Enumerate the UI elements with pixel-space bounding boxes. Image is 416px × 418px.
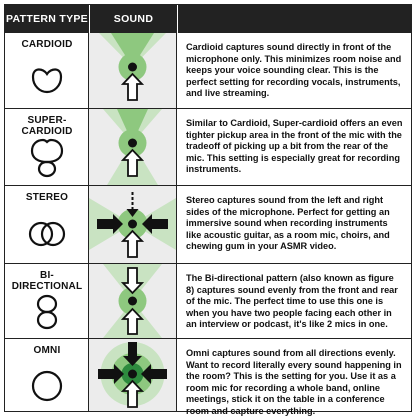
pattern-description: Cardioid captures sound directly in front of the microphone only. This minimizes room noise and keeps your voice sounding clear. This is the perfect setting for recording vocals, instruments, and live streaming. [186, 42, 402, 99]
table-row-omni [5, 339, 411, 416]
sound-source-diagram [89, 339, 176, 411]
table-row-cardioid [5, 33, 411, 109]
header-divider [177, 5, 178, 33]
table-row-stereo [5, 186, 411, 264]
stereo-icon [22, 208, 72, 258]
pattern-label: CARDIOID [21, 39, 73, 50]
pattern-label: STEREO [25, 192, 69, 203]
table-header [5, 5, 411, 33]
sound-source-diagram [89, 186, 176, 263]
pattern-description: Similar to Cardioid, Super-cardioid offers an even tighter pickup area in the front of the mic with the tradeoff of picking up a bit from the rear of the mic. This setting is especially great for recording instruments. [186, 118, 403, 175]
pattern-description: Omni captures sound from all directions evenly. Want to record literally every sound happening in the room? This is the setting for you. Use it as a room mic for recording a whole band, online meetings, stick it on the table in a conference room and capture everything. [186, 348, 402, 416]
table-row-super-cardioid [5, 109, 411, 186]
table-row-bi-directional [5, 264, 411, 339]
pattern-label: SUPER-CARDIOID [21, 115, 73, 137]
cardioid-icon [22, 55, 72, 105]
polar-pattern-table [4, 4, 412, 416]
sound-source-diagram [89, 264, 176, 338]
header-pattern-type: PATTERN TYPE [6, 13, 88, 25]
pattern-label: BI-DIRECTIONAL [11, 270, 83, 292]
super-cardioid-icon [22, 131, 72, 181]
pattern-description: The Bi-directional pattern (also known as figure 8) captures sound evenly from the front and rear of the mic. The perfect time to use this one is when you have two people facing each other in an interview or podcast, it's like 2 mics in one. [186, 273, 398, 330]
figure-8-icon [22, 286, 72, 336]
pattern-description: Stereo captures sound from the left and right sides of the microphone. Perfect for getting an immersive sound when recording instruments like acoustic guitar, as a room mic, choirs, and chewing gum in your ASMR video. [186, 195, 390, 252]
omni-icon [22, 361, 72, 411]
header-sound-source: SOUND [113, 13, 154, 25]
pattern-label: OMNI [33, 345, 61, 356]
sound-source-diagram [89, 33, 176, 108]
sound-source-diagram [89, 109, 176, 185]
